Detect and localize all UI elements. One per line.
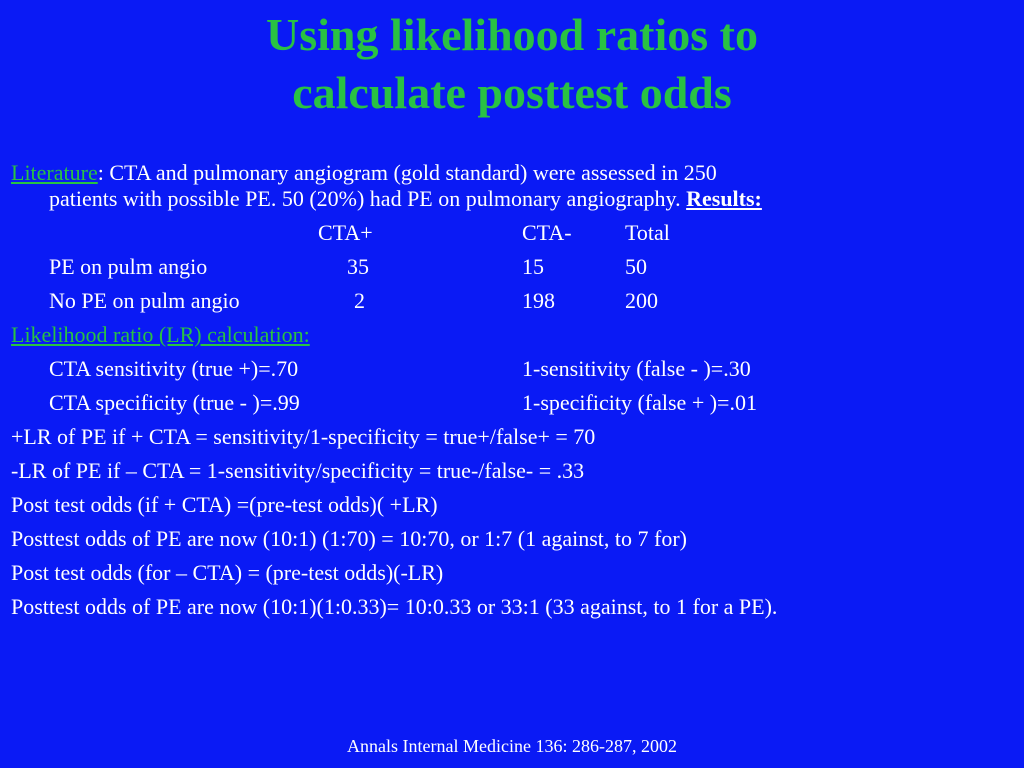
calc-line: +LR of PE if + CTA = sensitivity/1-specificity = true+/false+ = 70 bbox=[11, 424, 596, 449]
table-header-total: Total bbox=[625, 220, 670, 245]
table-cell: 200 bbox=[625, 288, 658, 313]
table-header-cta-pos: CTA+ bbox=[318, 220, 373, 245]
table-cell: 35 bbox=[347, 254, 369, 279]
lr-heading: Likelihood ratio (LR) calculation: bbox=[11, 322, 310, 347]
table-cell: 2 bbox=[354, 288, 365, 313]
calc-line: -LR of PE if – CTA = 1-sensitivity/specificity = true-/false- = .33 bbox=[11, 458, 585, 483]
metric-right: 1-specificity (false + )=.01 bbox=[522, 390, 757, 415]
table-header-cta-neg: CTA- bbox=[522, 220, 572, 245]
calc-line: Posttest odds of PE are now (10:1) (1:70) = 10:70, or 1:7 (1 against, to 7 for) bbox=[11, 526, 687, 551]
table-row-label: PE on pulm angio bbox=[49, 254, 208, 279]
results-label: Results: bbox=[686, 186, 762, 211]
literature-line-2 bbox=[49, 186, 762, 212]
table-cell: 50 bbox=[625, 254, 647, 279]
metric-right: 1-sensitivity (false - )=.30 bbox=[522, 356, 751, 381]
citation-footer: Annals Internal Medicine 136: 286-287, 2002 bbox=[347, 736, 677, 756]
calc-line: Post test odds (if + CTA) =(pre-test odds)( +LR) bbox=[11, 492, 438, 517]
metric-left: CTA sensitivity (true +)=.70 bbox=[49, 356, 299, 381]
title-line-2: calculate posttest odds bbox=[292, 67, 732, 118]
calc-line: Posttest odds of PE are now (10:1)(1:0.33)= 10:0.33 or 33:1 (33 against, to 1 for a PE). bbox=[11, 594, 778, 619]
metric-left: CTA specificity (true - )=.99 bbox=[49, 390, 300, 415]
literature-text-2: patients with possible PE. 50 (20%) had PE on pulmonary angiography. bbox=[49, 186, 687, 211]
table-row-label: No PE on pulm angio bbox=[49, 288, 240, 313]
literature-line-1 bbox=[11, 160, 717, 186]
table-cell: 15 bbox=[522, 254, 544, 279]
literature-text-1: : CTA and pulmonary angiogram (gold standard) were assessed in 250 bbox=[97, 160, 717, 185]
title-line-1: Using likelihood ratios to bbox=[265, 9, 758, 60]
table-cell: 198 bbox=[522, 288, 555, 313]
slide-title bbox=[0, 6, 1024, 122]
literature-label: Literature bbox=[11, 160, 98, 185]
calc-line: Post test odds (for – CTA) = (pre-test odds)(-LR) bbox=[11, 560, 444, 585]
